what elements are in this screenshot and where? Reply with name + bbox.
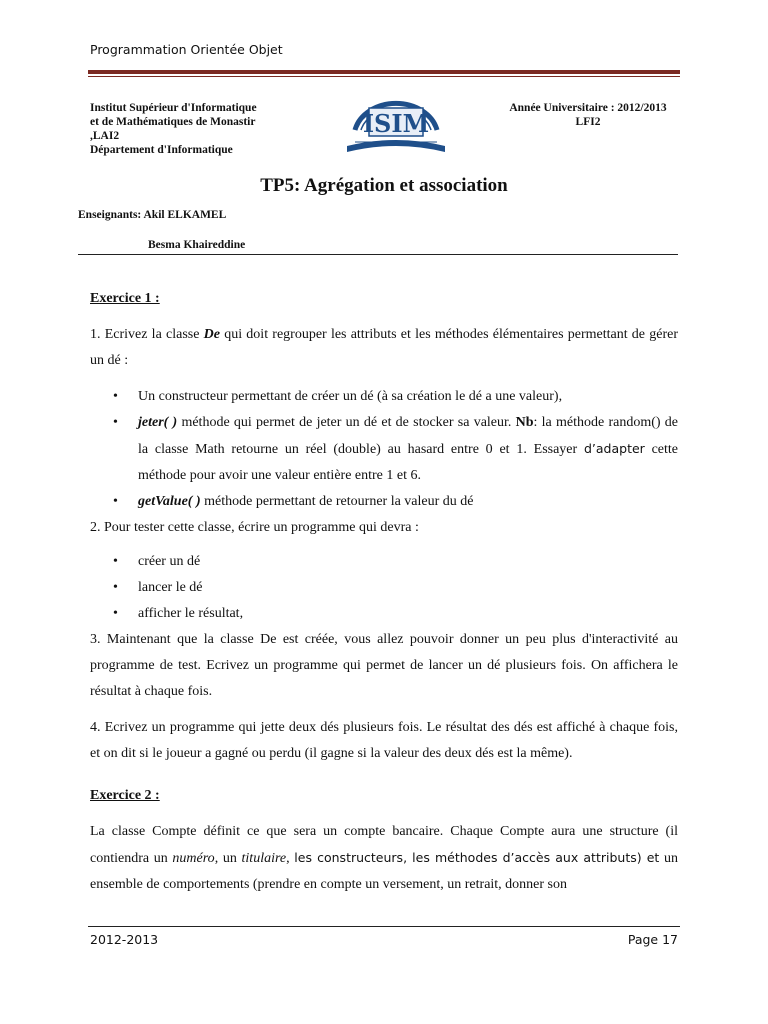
header-rule: [88, 70, 680, 74]
note-label: Nb: [515, 415, 534, 430]
class-name-de: De: [203, 327, 220, 342]
text-span: La classe Compte définit ce que sera un compte bancaire. Chaque Compte aura une structure (il contiendra un: [90, 824, 678, 866]
text-span: 1. Ecrivez la classe: [90, 327, 204, 342]
text-span: cette méthode pour avoir une valeur entière entre 1 et 6.: [138, 442, 679, 483]
exercise-2-title: Exercice 2 :: [90, 788, 160, 803]
text-span: méthode permettant de retourner la valeur du dé: [200, 494, 474, 509]
header-rule-thin: [88, 76, 680, 77]
running-title: Programmation Orientée Objet: [90, 42, 283, 57]
document-body: [90, 286, 678, 898]
document-title: TP5: Agrégation et association: [260, 175, 508, 196]
method-jeter: jeter( ): [138, 415, 178, 430]
text-span: : la méthode random() de la classe Math retourne un réel (double) au hasard entre 0 et 1. Essayer: [138, 415, 678, 457]
page-number: Page 17: [627, 932, 678, 947]
list-item: [138, 489, 678, 515]
institution-line: Département d'Informatique: [90, 144, 233, 156]
institution-block: [90, 101, 257, 157]
list-item: • Un constructeur permettant de créer un dé (à sa création le dé a une valeur),: [138, 384, 678, 410]
academic-year: Année Universitaire : 2012/2013: [509, 102, 667, 114]
text-span: d’adapter: [583, 441, 645, 456]
teacher-second: Besma Khaireddine: [148, 239, 246, 251]
text-span: un ensemble de comportements (prendre en compte un versement, un retrait, donner son: [90, 851, 679, 892]
footer-rule: [88, 926, 680, 927]
academic-year-block: [498, 101, 678, 129]
list-item: • créer un dé: [138, 549, 678, 575]
exercise-1-title: Exercice 1 :: [90, 291, 160, 306]
institution-line: et de Mathématiques de Monastir: [90, 116, 256, 128]
text-span: titulaire: [241, 851, 287, 866]
exercise-1-paragraph-2: 2. Pour tester cette classe, écrire un programme qui devra :: [90, 520, 419, 535]
text-span: numéro: [172, 851, 215, 866]
list-item: • afficher le résultat,: [138, 601, 678, 627]
list-item: [138, 410, 678, 489]
text-span: les constructeurs, les méthodes d’accès aux attributs) et: [294, 850, 660, 865]
exercise-1-paragraph-4: 4. Ecrivez un programme qui jette deux dés plusieurs fois. Le résultat des dés est affiché à chaque fois, et on dit si le joueur a gagné ou perdu (il gagne si la valeur des deux dés est la même).: [90, 720, 678, 761]
bullet-list-1: [90, 384, 678, 515]
bullet-list-2: [90, 549, 678, 627]
institution-line: ,LAI2: [90, 130, 120, 142]
method-getvalue: getValue( ): [138, 494, 201, 509]
exercise-1-paragraph-3: 3. Maintenant que la classe De est créée, vous allez pouvoir donner un peu plus d'interactivité au programme de test. Ecrivez un programme qui permet de lancer un dé plusieurs fois. On affichera le résultat à chaque fois.: [90, 632, 678, 699]
title-separator: [78, 254, 678, 255]
text-span: méthode qui permet de jeter un dé et de stocker sa valeur.: [177, 415, 516, 430]
footer-year: 2012-2013: [90, 932, 159, 947]
exercise-2-paragraph-1: [90, 819, 678, 898]
text-span: ,: [286, 851, 295, 866]
text-span: , un: [214, 851, 242, 866]
text-span: qui doit regrouper les attributs et les méthodes élémentaires permettant de gérer un dé :: [90, 327, 678, 368]
institution-line: Institut Supérieur d'Informatique: [90, 102, 257, 114]
class-level: LFI2: [575, 116, 601, 128]
exercise-1-paragraph-1: [90, 322, 678, 374]
logo-text: ISIM: [362, 109, 430, 138]
list-item: • lancer le dé: [138, 575, 678, 601]
isim-logo: [325, 90, 467, 160]
teachers-label: Enseignants: Akil ELKAMEL: [78, 209, 227, 221]
